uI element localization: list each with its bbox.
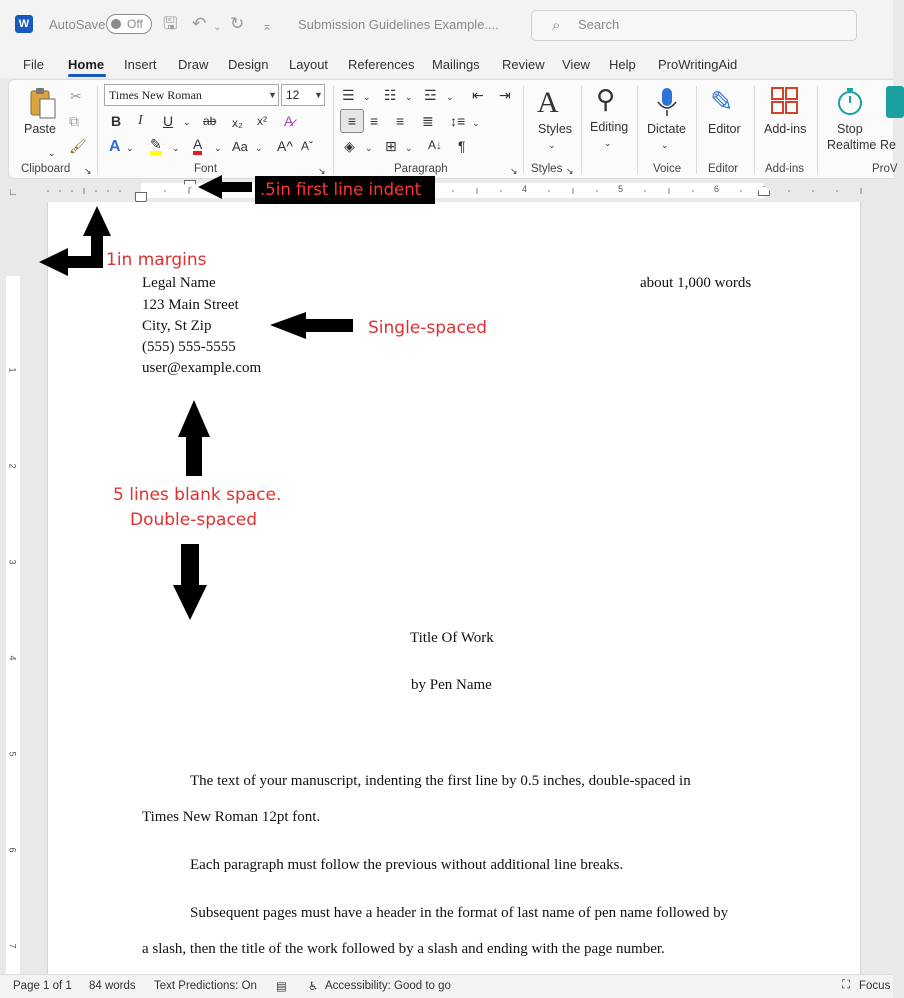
font-color-icon[interactable]: A: [193, 137, 202, 155]
decrease-indent-icon[interactable]: ⇤: [472, 87, 484, 103]
street-address: 123 Main Street: [142, 297, 239, 313]
redo-icon[interactable]: ↻: [230, 14, 245, 33]
tab-selector-icon[interactable]: ∟: [8, 187, 18, 198]
tab-insert[interactable]: Insert: [124, 57, 157, 72]
arrow-up-icon: [178, 400, 210, 476]
addins-label: Add-ins: [764, 122, 807, 136]
paragraph-line: a slash, then the title of the work followed by a slash and ending with the page number.: [142, 941, 665, 957]
group-font: Font: [194, 163, 218, 175]
tab-draw[interactable]: Draw: [178, 57, 209, 72]
chevron-down-icon: ⌄: [661, 140, 669, 150]
arrow-left-icon: [270, 312, 353, 339]
grow-font-icon[interactable]: A^: [277, 138, 293, 154]
increase-indent-icon[interactable]: ⇥: [499, 87, 511, 103]
chevron-down-icon: ⌄: [604, 138, 612, 148]
tab-file[interactable]: File: [23, 57, 44, 72]
chevron-down-icon: ▼: [314, 90, 323, 100]
line-spacing-dropdown-icon[interactable]: ⌄: [472, 118, 480, 128]
editor-label: Editor: [708, 122, 741, 136]
undo-icon[interactable]: ↶: [192, 14, 207, 33]
find-icon: ⚲: [596, 84, 616, 114]
document-title: Submission Guidelines Example....: [298, 17, 499, 32]
numbering-dropdown-icon[interactable]: ⌄: [405, 92, 413, 102]
shading-icon[interactable]: ◈: [344, 138, 355, 154]
font-color-dropdown-icon[interactable]: ⌄: [214, 143, 222, 153]
paste-dropdown-icon[interactable]: ⌄: [48, 148, 56, 158]
group-clipboard: Clipboard: [21, 163, 71, 175]
single-spaced-annotation: Single-spaced: [368, 318, 488, 338]
vruler-number: 1: [7, 367, 18, 373]
shading-dropdown-icon[interactable]: ⌄: [365, 143, 373, 153]
subscript-icon[interactable]: x₂: [232, 116, 243, 130]
editing-label: Editing: [590, 120, 629, 134]
margin-arrow-icon: [39, 206, 111, 276]
highlight-dropdown-icon[interactable]: ⌄: [172, 143, 180, 153]
underline-icon[interactable]: U: [163, 113, 174, 129]
focus-mode[interactable]: Focus: [859, 980, 891, 992]
ruler-number: 6: [714, 184, 720, 194]
customize-toolbar-icon[interactable]: ⌅: [262, 19, 273, 33]
align-right-icon[interactable]: ≡: [396, 113, 405, 129]
text-effects-icon[interactable]: A: [109, 138, 121, 155]
paragraph-launcher-icon[interactable]: ↘: [510, 166, 518, 176]
clipboard-launcher-icon[interactable]: ↘: [84, 166, 92, 176]
multilevel-dropdown-icon[interactable]: ⌄: [446, 92, 454, 102]
format-painter-icon[interactable]: 🖌: [69, 138, 87, 154]
tab-design[interactable]: Design: [228, 57, 269, 72]
email: user@example.com: [142, 360, 262, 376]
bullets-icon[interactable]: ☰: [342, 87, 355, 103]
byline: by Pen Name: [411, 677, 492, 693]
ruler-number: 5: [618, 184, 624, 194]
vruler-number: 2: [7, 463, 18, 469]
proofing-icon[interactable]: ▤: [276, 981, 287, 993]
tab-view[interactable]: View: [562, 57, 590, 72]
copy-icon[interactable]: ⧉: [69, 113, 79, 129]
paste-label: Paste: [24, 122, 56, 136]
chevron-down-icon: ▼: [268, 90, 277, 100]
multilevel-list-icon[interactable]: ☲: [424, 87, 437, 103]
indent-annotation-text: .5in first line indent: [260, 180, 422, 199]
cut-icon[interactable]: ✂: [70, 88, 82, 104]
indent-annotation: [255, 176, 435, 204]
group-styles: Styles: [531, 163, 563, 175]
word-app-icon: W: [15, 15, 33, 33]
borders-icon[interactable]: ⊞: [385, 138, 397, 154]
focus-icon: ⛶: [842, 979, 851, 991]
styles-label: Styles: [538, 122, 573, 136]
clear-formatting-icon[interactable]: A̷: [284, 113, 294, 129]
bullets-dropdown-icon[interactable]: ⌄: [363, 92, 371, 102]
vruler-number: 7: [7, 943, 18, 949]
paragraph-line: Each paragraph must follow the previous without additional line breaks.: [190, 857, 624, 873]
paragraph-line: Times New Roman 12pt font.: [142, 809, 321, 825]
styles-icon: A: [537, 86, 559, 119]
tab-home[interactable]: Home: [68, 57, 105, 72]
bold-icon[interactable]: B: [111, 113, 122, 129]
search-icon: ⌕: [552, 17, 561, 34]
legal-name: Legal Name: [142, 275, 216, 291]
page-count[interactable]: Page 1 of 1: [13, 980, 72, 992]
paragraph-line: Subsequent pages must have a header in the format of last name of pen name followed by: [190, 905, 729, 921]
group-voice: Voice: [653, 163, 682, 175]
word-count-status[interactable]: 84 words: [89, 980, 136, 992]
superscript-icon[interactable]: x²: [257, 114, 267, 128]
tab-review[interactable]: Review: [502, 57, 545, 72]
change-case-icon[interactable]: Aa: [232, 139, 248, 154]
numbering-icon[interactable]: ☷: [384, 87, 397, 103]
blank-space-annotation: 5 lines blank space.: [113, 485, 282, 505]
styles-launcher-icon[interactable]: ↘: [566, 166, 574, 176]
align-left-icon[interactable]: ≡: [340, 109, 364, 133]
italic-icon[interactable]: I: [138, 113, 143, 128]
margins-annotation: 1in margins: [106, 250, 207, 270]
report-label: Re: [880, 138, 896, 152]
text-effects-dropdown-icon[interactable]: ⌄: [126, 143, 134, 153]
underline-dropdown-icon[interactable]: ⌄: [183, 117, 191, 127]
accessibility-status[interactable]: Accessibility: Good to go: [325, 980, 451, 992]
word-count: about 1,000 words: [640, 275, 752, 291]
stop-label: Stop: [837, 122, 863, 136]
text-predictions-status[interactable]: Text Predictions: On: [154, 980, 257, 992]
group-paragraph: Paragraph: [394, 163, 448, 175]
font-launcher-icon[interactable]: ↘: [318, 166, 326, 176]
tab-prowritingaid[interactable]: ProWritingAid: [658, 57, 738, 72]
autosave-state: Off: [127, 17, 143, 31]
city-state-zip: City, St Zip: [142, 318, 212, 334]
phone: (555) 555-5555: [142, 339, 236, 355]
undo-dropdown-icon[interactable]: ⌄: [213, 22, 222, 33]
vruler-number: 3: [7, 559, 18, 565]
justify-icon[interactable]: ≣: [422, 113, 434, 129]
font-name-value: Times New Roman: [109, 88, 202, 102]
change-case-dropdown-icon[interactable]: ⌄: [255, 143, 263, 153]
show-formatting-icon[interactable]: ¶: [458, 138, 466, 154]
chevron-down-icon: ⌄: [548, 140, 556, 150]
borders-dropdown-icon[interactable]: ⌄: [405, 143, 413, 153]
shrink-font-icon[interactable]: Aˇ: [301, 139, 313, 153]
highlight-icon[interactable]: ✎: [150, 137, 162, 155]
double-spaced-annotation: Double-spaced: [130, 510, 258, 530]
group-addins: Add-ins: [765, 163, 804, 175]
dictate-label: Dictate: [647, 122, 686, 136]
editor-icon: ✎: [710, 86, 734, 117]
realtime-label: Realtime: [827, 138, 877, 152]
tab-layout[interactable]: Layout: [289, 57, 329, 72]
vruler-number: 6: [7, 847, 18, 853]
arrow-left-icon: [198, 175, 252, 199]
align-center-icon[interactable]: ≡: [370, 113, 379, 129]
work-title: Title Of Work: [410, 630, 494, 646]
autosave-label: AutoSave: [49, 17, 106, 32]
vruler-number: 4: [7, 655, 18, 661]
group-prowritingaid: ProV: [872, 163, 898, 175]
ruler-number: 4: [522, 184, 528, 194]
line-spacing-icon[interactable]: ↕≡: [450, 113, 466, 129]
vruler-number: 5: [7, 751, 18, 757]
tab-help[interactable]: Help: [609, 57, 636, 72]
tab-references[interactable]: References: [348, 57, 415, 72]
group-editor: Editor: [708, 163, 739, 175]
save-icon[interactable]: 🖫: [163, 14, 178, 33]
strikethrough-icon[interactable]: ab: [203, 114, 217, 128]
accessibility-icon: ♿: [308, 981, 319, 993]
tab-mailings[interactable]: Mailings: [432, 57, 480, 72]
sort-icon[interactable]: A↓: [428, 138, 443, 152]
font-size-value: 12: [286, 88, 300, 102]
arrow-down-icon: [173, 544, 207, 620]
paragraph-line: The text of your manuscript, indenting the first line by 0.5 inches, double-spaced in: [190, 773, 691, 789]
